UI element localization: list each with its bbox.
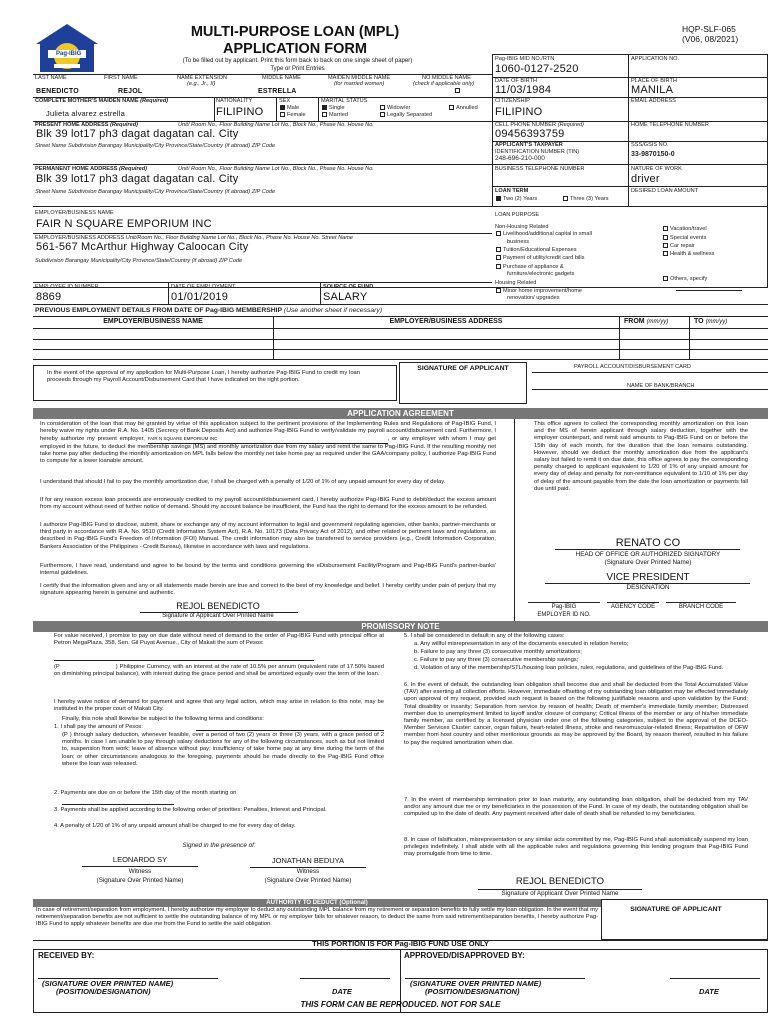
employer-value[interactable]: FAIR N SQUARE EMPORIUM INC <box>36 218 212 230</box>
agreement-applicant-name: REJOL BENEDICTO <box>176 601 260 611</box>
note-t5c: c. Failure to pay any three (3) consecutive membership savings; <box>414 657 579 663</box>
prev-header-1: EMPLOYER/BUSINESS NAME <box>103 318 203 325</box>
purpose-p1b: business <box>507 239 530 245</box>
note-t5: 5. I shall be considered in default in any of the following cases: <box>404 633 565 639</box>
witness-2-sig: (Signature Over Printed Name) <box>264 877 352 884</box>
doe-label: DATE OF EMPLOYMENT <box>171 284 236 290</box>
cell-value[interactable]: 09456393759 <box>495 128 565 140</box>
consent-text: In the event of the approval of my application for Multi-Purpose Loan, I hereby authorize Pag-IBIG Fund to credit my loan proceeds through my Payroll Account/Disbursement Card that I have indicated on the right portion. <box>47 370 360 384</box>
prev-title: PREVIOUS EMPLOYMENT DETAILS FROM DATE OF Pag-IBIG MEMBERSHIP (Use another sheet if necessary) <box>35 307 383 314</box>
citizenship-label: CITIZENSHIP <box>495 98 530 104</box>
marital-legsep[interactable]: Legally Separated <box>380 112 432 118</box>
sex-label: SEX <box>279 98 291 104</box>
appno-label: APPLICATION NO. <box>631 56 680 62</box>
email-label: EMAIL ADDRESS <box>631 98 676 104</box>
biz-tel-label: BUSINESS TELEPHONE NUMBER <box>495 166 585 172</box>
mid-label: Pag-IBIG MID NO./RTN <box>495 56 555 62</box>
note-applicant-sig: Signature of Applicant Over Printed Name <box>501 890 619 897</box>
marital-widow[interactable]: Widow/er <box>380 105 410 111</box>
doe-value[interactable]: 01/01/2019 <box>171 291 229 303</box>
purpose-q3[interactable]: Car repair <box>663 243 695 249</box>
citizenship-value[interactable]: FILIPINO <box>495 106 543 118</box>
note-l3: I hereby waive notice of demand for payment and agree that any legal action, which may arise in relation to this note, may be instituted in the proper court of Makati City. <box>54 699 384 713</box>
purpose-p5[interactable]: Minor home improvement/home <box>496 288 582 294</box>
footer-note: THIS FORM CAN BE REPRODUCED. NOT FOR SALE <box>300 1000 501 1009</box>
permanent-address-parts: Unit/ Room No., Floor Building Name Lot No., Block No., Phase No. House No. <box>178 166 374 172</box>
last-name-label: LAST NAME <box>35 75 67 81</box>
term-two-years[interactable]: Two (2) Years <box>496 196 537 202</box>
mother-value[interactable]: Julieta alvarez estrella <box>46 109 126 118</box>
note-t4: 4. A penalty of 1/20 of 1% of any unpaid amount shall be charged to me for every day of delay. <box>54 823 296 829</box>
loan-term-label: LOAN TERM <box>495 188 529 194</box>
agreement-p5: Furthermore, I have read, understand and agree to be bound by the terms and conditions governing the eDisbursement Facility/Program and Pag-IBIG Fund's partner-banks' internal guidelines. <box>40 563 496 577</box>
middle-name-value[interactable]: ESTRELLA <box>258 88 297 95</box>
head-name: RENATO CO <box>615 537 681 549</box>
ext-label: NAME EXTENSION <box>177 75 228 81</box>
note-l2: (P ) Philippine Currency, with an interest at the rate of 10.5% per annum (equivalent rate of 17.50% based on diminishing principal balance), with interest during the grace period and shall be amortized equally over the term of the loan. <box>54 664 384 678</box>
last-name-value[interactable]: BENEDICTO <box>36 88 79 95</box>
nationality-value[interactable]: FILIPINO <box>216 106 264 118</box>
cell-label: CELL PHONE NUMBER (Required) <box>495 122 585 128</box>
tin-value[interactable]: 248-696-210-000 <box>495 155 545 162</box>
prev-header-2: EMPLOYER/BUSINESS ADDRESS <box>389 318 503 325</box>
employer-id-label-1: Pag-IBIG <box>551 604 577 610</box>
purpose-p5b: renovation/ upgrades <box>507 295 560 301</box>
sex-male[interactable]: Male <box>280 105 299 111</box>
purpose-p2[interactable]: Tuition/Educational Expenses <box>496 247 577 253</box>
home-tel-label: HOME TELEPHONE NUMBER <box>631 122 709 128</box>
tin-label-2: IDENTIFICATION NUMBER (TIN) <box>495 149 580 155</box>
consent-signature-label: SIGNATURE OF APPLICANT <box>417 365 509 372</box>
witness-1-label: Witness <box>128 868 152 875</box>
agreement-p2: I understand that should I fail to pay the monthly amortization due, I shall be charged with a penalty of 1/20 of 1% of any unpaid amount for every day of delay. <box>40 479 446 485</box>
form-title-1: MULTI-PURPOSE LOAN (MPL) <box>190 24 400 40</box>
designation-label: DESIGNATION <box>626 584 670 591</box>
purpose-p3[interactable]: Payment of utility/credit card bills <box>496 255 584 261</box>
permanent-address-label: PERMANENT HOME ADDRESS (Required) <box>35 166 147 172</box>
employer-id-label-2: EMPLOYER ID NO. <box>537 612 591 618</box>
payroll-label: PAYROLL ACCOUNT/DISBURSEMENT CARD <box>574 364 691 370</box>
form-version: (V06, 08/2021) <box>682 34 739 44</box>
purpose-q2[interactable]: Special events <box>663 235 706 241</box>
office-title: THIS PORTION IS FOR Pag-IBIG FUND USE ONLY <box>312 939 489 948</box>
work-value[interactable]: driver <box>631 173 660 185</box>
present-address-parts-2: Street Name Subdivision Barangay Municipality/City Province/State/Country (if abroad) ZIP Code <box>35 143 276 149</box>
term-three-years[interactable]: Three (3) Years <box>563 196 609 202</box>
purpose-q1[interactable]: Vacation/travel <box>663 226 707 232</box>
no-middle-checkbox[interactable] <box>455 88 460 93</box>
note-t2: 2. Payments are due on or before the 15th day of the month starting on <box>54 790 237 796</box>
note-t3: 3. Payments shall be applied according to the following order of priorities: Penalties, Interest and Principal. <box>54 807 327 813</box>
agreement-employer-text: This office agrees to collect the corresponding monthly amortization on this loan and the MS of herein applicant through salary deduction, together with the employer counterpart, and remit said amounts to Pag-IBIG Fund on or before the 15th day of each month, for the duration that the loan remains outstanding. However, should we deduct the monthly amortization due from the applicant's salary but failed to remit it on due date, this office agrees to pay the corresponding penalty charged to applicant equivalent to 1/20 of 1% of any unpaid amount for every day of delay and penalty for non-remittance equivalent to 1/10 of 1% per day of delay of the amount payable from the date the loan amortization or payments fall due until paid. <box>534 421 748 492</box>
sex-female[interactable]: Female <box>280 112 306 118</box>
purpose-housing: Housing Related <box>495 280 537 286</box>
agreement-p1: In consideration of the loan that may be granted by virtue of this application subject to the pertinent provisions of the Implementing Rules and Regulations of Pag-IBIG Fund, I hereby waive my rights under R.A. No. 1405 (Secrecy of Bank Deposits Act) and authorize Pag-IBIG Fund to verify/validate my payroll account/disbursement card. Furthermore, I hereby authorize my present employer, FAIR N SQUARE EMPORIUM INC , or any employer with whom I may get employed in the future, to deduct the membership savings (MS) and monthly amortization due from my salary and remit the same to Pag-IBIG Fund. If the resulting monthly net take home pay after deducting the monthly amortization on MPL falls below the monthly net take home pay as required under the GAA/company policy, I authorize Pag-IBIG Fund to compute for a lower loanable amount. <box>40 421 496 465</box>
agreement-applicant-sig: Signature of Applicant Over Printed Name <box>162 613 274 619</box>
witness-2-label: Witness <box>296 868 320 875</box>
witness-2-name: JONATHAN BEDUYA <box>271 856 345 865</box>
dob-value[interactable]: 11/03/1984 <box>495 84 552 96</box>
logo-text: Pag-IBIG <box>56 51 82 57</box>
agreement-p6: I certify that the information given and any or all statements made herein are true and correct to the best of my knowledge and belief. I hereby certify under pain of perjury that my signature appearing herein is genuine and authentic. <box>40 583 496 597</box>
branch-code-label: BRANCH CODE <box>678 604 724 610</box>
mid-value[interactable]: 1060-0127-2520 <box>495 63 579 75</box>
deduct-title: AUTHORITY TO DEDUCT (Optional) <box>33 899 601 907</box>
emp-address-label: EMPLOYER/BUSINESS ADDRESS Unit/Room No., Floor Building Name Lot No., Block No., Phase No. House No. Street Name <box>35 235 354 241</box>
note-t7: 7. In the event of membership termination prior to loan maturity, any outstanding loan obligation, shall be deducted from my TAV and/or any amount due me or my beneficiaries in the possession of the Fund. In case of my death, the outstanding obligation shall be computed up to the date of death. Any payment received after date of death shall be refunded to my beneficiaries. <box>404 797 748 818</box>
instruction-1: (To be filled out by applicant. Print this form back to back on one single sheet of paper) <box>182 58 413 64</box>
form-code: HQP-SLF-065 <box>682 24 736 34</box>
ext-hint: (e.g., Jr., II) <box>187 81 216 87</box>
present-address-parts: Unit/ Room No., Floor Building Name Lot No., Block No., Phase No. House No. <box>178 122 374 128</box>
promissory-title: PROMISSORY NOTE <box>33 621 768 632</box>
deduct-text: In case of retirement/separation from employment, I hereby authorize my employer to deduct any outstanding MPL balance from my retirement or separation benefits to fully settle my loan obligation. In the event that my retirement/separation benefits are not sufficient to settle the outstanding balance of my MPL or my employer fails for whatever reason, to deduct the same from said retirement/separation benefits, I hereby authorize Pag-IBIG Fund to apply whatever benefits are due me from the Fund to settle the said obligation. <box>36 907 598 928</box>
emp-id-label: EMPLOYEE ID NUMBER <box>35 284 99 290</box>
nationality-label: NATIONALITY <box>216 98 253 104</box>
note-t1: 1. I shall pay the amount of Pesos: <box>54 724 143 730</box>
noname-hint: (check if applicable only) <box>413 81 475 87</box>
agreement-p3: If for any reason excess loan proceeds are erroneously credited to my payroll account/disbursement card, I hereby authorize Pag-IBIG Fund to debit/deduct the excess amount from my account without need of further notice of demand. Should my account balance be insufficient, the Fund has the right to demand for the excess amount to be refunded. <box>40 497 496 511</box>
marital-annulled[interactable]: Annulled <box>449 105 478 111</box>
approved-pos-label: (POSITION/DESIGNATION) <box>425 987 520 996</box>
prev-header-4: TO (mm/yy) <box>694 318 728 325</box>
present-address-value[interactable]: Blk 39 lot17 ph3 dagat dagatan cal. City <box>36 128 239 140</box>
noname-label: NO MIDDLE NAME <box>422 75 471 81</box>
form-title-2: APPLICATION FORM <box>223 41 367 57</box>
head-sub: (Signature Over Printed Name) <box>604 559 692 566</box>
designation-value: VICE PRESIDENT <box>606 572 690 583</box>
permanent-address-parts-2: Street Name Subdivision Barangay Municipality/City Province/State/Country (if abroad) ZIP Code <box>35 189 276 195</box>
maiden-hint: (for married women) <box>334 81 385 87</box>
note-t5b: b. Failure to pay any three (3) consecutive monthly amortizations; <box>414 649 582 655</box>
agreement-p4: I authorize Pag-IBIG Fund to disclose, submit, share or exchange any of my account information to legal and government regulating agencies, other banks, partner-merchants or third party in accordance with R.A. No. 9510 (Credit Information System Act), R.A. No. 10173 (Data Privacy Act of 2012), and other related or pertinent laws and regulations, as described in Pag-IBIG Fund's Freedom of Information (FOI) Manual. The credit information may also be transferred to service providers (e.g., Credit Information Corporation, Bankers Association of the Philippines - Credit Bureau), likewise in accordance with laws and regulations. <box>40 522 496 550</box>
emp-address-parts-2: Subdivision Barangay Municipality/City Province/State/Country (if abroad) ZIP Code <box>35 258 243 264</box>
head-label: HEAD OF OFFICE OR AUTHORIZED SIGNATORY <box>575 551 721 558</box>
note-t6: 6. In the event of default, the outstanding loan obligation shall become due and shall be deducted from the Total Accumulated Value (TAV) after exerting all collection efforts. However, immediate offsetting of my outstanding loan obligation may be effected immediately upon approval of my request, provided such request is based on the following justifiable reasons and upon validation by the Fund: Total disability or insanity; Separation from service by reason of health; Death of member's immediate family member; Distressed member due to unemployment limited to layoff and/or closure of company; Critical illness of the member or any of his/her immediate family member, as certified by a licensed physician under one of the following categories, subject to the approval of the DCEO-Member Services Cluster: cancer, organ failure, heart-related illness, stroke and neuromuscular-related illness; Repatriation of OFW member from host country and other meritorious grounds as may be approved by the Board, by reason thereof, resulted in his failure to pay the required amortization when due. <box>404 682 748 746</box>
first-name-label: FIRST NAME <box>104 75 138 81</box>
note-t5d: d. Violation of any of the membership/STL/housing loan policies, rules, regulations, and guidelines of the Pag-IBIG Fund. <box>414 665 724 671</box>
emp-address-value[interactable]: 561-567 McArthur Highway Caloocan City <box>36 241 249 253</box>
received-pos-label: (POSITION/DESIGNATION) <box>56 987 151 996</box>
note-t1b: (P ) through salary deduction, whenever feasible, over a period of two (2) years or three (3) years, with a grace period of 2 months. In case I am unable to pay through salary deductions for any of the following circumstances, such as but not limited to, suspension from work; leave of absence without pay; insufficiency of take home pay at any time during the term of the loan; or other circumstances analogous to the foregoing, payments should be made directly to the Pag-IBIG Fund office where the loan was released. <box>62 732 384 767</box>
approved-by-label: APPROVED/DISAPPROVED BY: <box>404 951 525 960</box>
note-presence: Signed in the presence of: <box>182 842 256 849</box>
received-sig-label: (SIGNATURE OVER PRINTED NAME) <box>42 979 174 988</box>
instruction-2: Type or Print Entries <box>270 66 325 72</box>
dob-label: DATE OF BIRTH <box>495 78 538 84</box>
middle-name-label: MIDDLE NAME <box>262 75 301 81</box>
approved-date-label: DATE <box>699 987 719 996</box>
purpose-p1[interactable]: Livelihood/additional capital in small <box>496 231 592 237</box>
pob-label: PLACE OF BIRTH <box>631 78 677 84</box>
mother-label: COMPLETE MOTHER'S MAIDEN NAME (Required) <box>35 98 169 104</box>
note-t8: 8. In case of falsification, misrepresentation or any similar acts committed by me, Pag-IBIG Fund shall automatically suspend my loan privileges indefinitely. I shall abide with all the applicable rules and regulations governing this lending program that Pag-IBIG Fund may promulgate from time to time. <box>404 837 748 858</box>
bank-label: NAME OF BANK/BRANCH <box>627 383 695 389</box>
note-l1: For value received, I promise to pay on due date without need of demand to the order of Pag-IBIG Fund with principal office at Petron MegaPlaza, 358, Sen. Gil Puyat Avenue., City of Makati the sum of Pesos: <box>54 633 384 647</box>
note-l4: Finally, this note shall likewise be subject to the following terms and conditions: <box>62 716 264 722</box>
present-address-label: PRESENT HOME ADDRESS (Required) <box>35 122 138 128</box>
fund-value[interactable]: SALARY <box>323 291 368 303</box>
note-applicant-name: REJOL BENEDICTO <box>515 876 605 887</box>
agency-code-label: AGENCY CODE <box>610 604 656 610</box>
marital-single[interactable]: Single <box>322 105 345 111</box>
pob-value[interactable]: MANILA <box>631 84 674 96</box>
approved-sig-label: (SIGNATURE OVER PRINTED NAME) <box>410 979 542 988</box>
purpose-title: LOAN PURPOSE <box>495 212 540 218</box>
prev-header-3: FROM (mm/yy) <box>624 318 669 325</box>
deduct-signature-label: SIGNATURE OF APPLICANT <box>630 906 722 913</box>
received-by-label: RECEIVED BY: <box>38 951 95 960</box>
fund-label: SOURCE OF FUND <box>323 284 374 290</box>
employer-label: EMPLOYER/BUSINESS NAME <box>35 210 114 216</box>
purpose-p4b: furniture/electronic gadgets <box>507 271 575 277</box>
marital-label: MARITAL STATUS <box>321 98 368 104</box>
purpose-p4[interactable]: Purchase of appliance & <box>496 264 564 270</box>
tin-label-1: APPLICANT'S TAXPAYER <box>495 142 563 148</box>
emp-id-value[interactable]: 8869 <box>36 291 62 303</box>
sss-value[interactable]: 33-9870150-0 <box>631 151 675 158</box>
purpose-q5[interactable]: Others, specify <box>663 276 707 282</box>
first-name-value[interactable]: REJOL <box>118 88 143 95</box>
maiden-label: MAIDEN MIDDLE NAME <box>328 75 391 81</box>
work-label: NATURE OF WORK <box>631 166 682 172</box>
received-date-label: DATE <box>332 987 352 996</box>
agreement-title: APPLICATION AGREEMENT <box>33 408 768 419</box>
witness-1-name: LEONARDO SY <box>112 855 168 864</box>
purpose-nonhousing: Non-Housing Related <box>495 224 549 230</box>
witness-1-sig: (Signature Over Printed Name) <box>96 877 184 884</box>
desired-amount-label: DESIRED LOAN AMOUNT <box>631 188 699 194</box>
permanent-address-value[interactable]: Blk 39 lot17 ph3 dagat dagatan cal. City <box>36 173 239 185</box>
marital-married[interactable]: Married <box>322 112 348 118</box>
note-t5a: a. Any willful misrepresentation in any of the documents executed in relation hereto; <box>414 641 629 647</box>
sss-label: SSS/GSIS NO. <box>631 142 669 148</box>
purpose-q4[interactable]: Health & wellness <box>663 251 714 257</box>
